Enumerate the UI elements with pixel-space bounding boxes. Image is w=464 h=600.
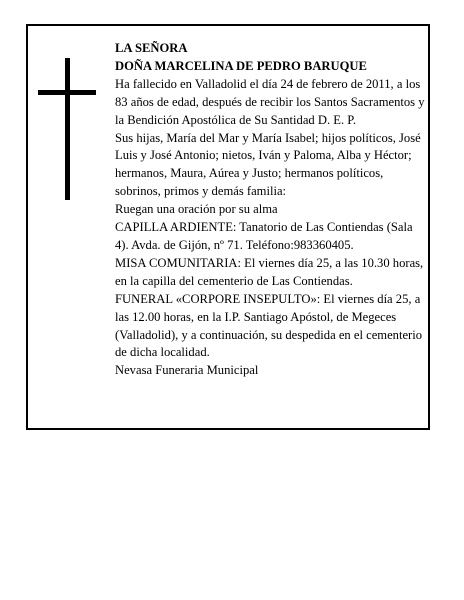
cross-horizontal-bar [38,90,96,95]
mass-info: MISA COMUNITARIA: El viernes día 25, a las 10.30 horas, en la capilla del cementerio de Las Contiendas. [115,255,424,288]
funeral-home: Nevasa Funeraria Municipal [115,363,259,378]
prayer-request: Ruegan una oración por su alma [115,202,278,217]
death-announcement: Ha fallecido en Valladolid el día 24 de febrero de 2011, a los 83 años de edad, después de recibir los Santos Sacramentos y la Bendición Apostólica de Su Santidad D. E. P. [115,76,425,127]
chapel-info: CAPILLA ARDIENTE: Tanatorio de Las Contiendas (Sala 4). Avda. de Gijón, nº 71. Teléfono:983360405. [115,220,413,252]
deceased-name: DOÑA MARCELINA DE PEDRO BARUQUE [115,58,367,73]
notice-text [115,40,427,380]
cross-vertical-bar [65,58,70,200]
cross-icon [38,58,96,200]
notice-heading: LA SEÑORA [115,41,188,55]
obituary-notice [26,24,430,430]
funeral-info: FUNERAL «CORPORE INSEPULTO»: El viernes día 25, a las 12.00 horas, en la I.P. Santiago Apóstol, de Megeces (Valladolid), y a continuación, su despedida en el cementerio de dicha localidad. [115,291,423,360]
family-members: Sus hijas, María del Mar y María Isabel; hijos políticos, José Luis y José Antonio; nietos, Iván y Paloma, Alba y Héctor; hermanos, Maura, Aúrea y Justo; hermanos políticos, sobrinos, primos y demás familia: [115,130,421,199]
